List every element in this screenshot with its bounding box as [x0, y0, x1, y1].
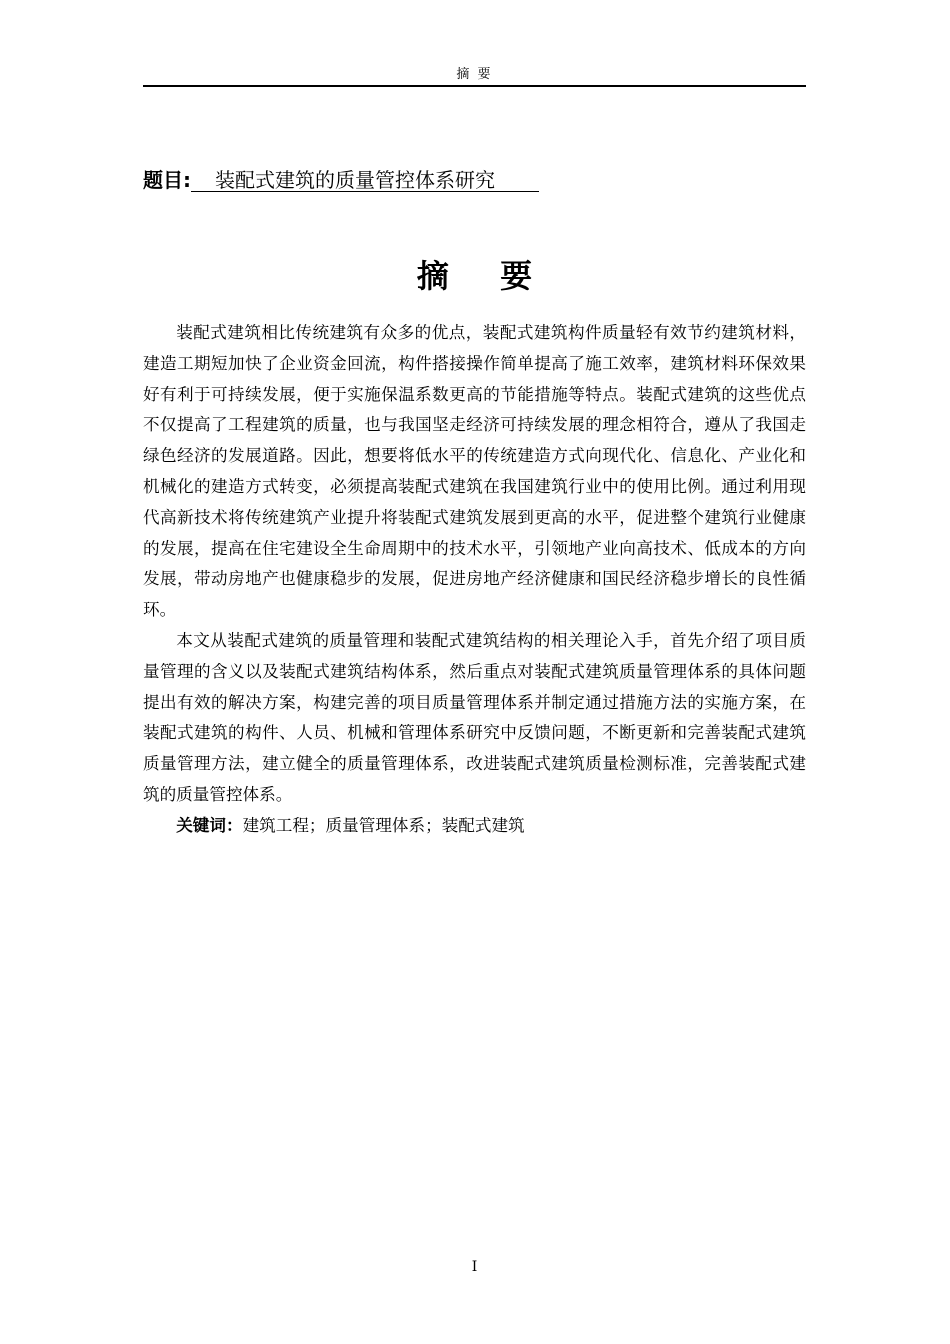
keywords-text: 建筑工程；质量管理体系；装配式建筑 — [242, 815, 525, 835]
keywords-line — [143, 811, 806, 842]
keywords-label: 关键词： — [176, 815, 243, 835]
abstract-body — [143, 318, 806, 842]
running-header: 摘 要 — [456, 67, 493, 82]
abstract-paragraph: 本文从装配式建筑的质量管理和装配式建筑结构的相关理论入手，首先介绍了项目质量管理的含义以及装配式建筑结构体系，然后重点对装配式建筑质量管理体系的具体问题提出有效的解决方案，构建完善的项目质量管理体系并制定通过措施方法的实施方案，在装配式建筑的构件、人员、机械和管理体系研究中反馈问题，不断更新和完善装配式建筑质量管理方法，建立健全的质量管理体系，改进装配式建筑质量检测标准，完善装配式建筑的质量管控体系。 — [143, 630, 806, 804]
page-number: I — [471, 1259, 478, 1275]
thesis-title: 装配式建筑的质量管控体系研究 — [191, 169, 539, 192]
abstract-paragraph: 装配式建筑相比传统建筑有众多的优点，装配式建筑构件质量轻有效节约建筑材料，建造工期短加快了企业资金回流，构件搭接操作简单提高了施工效率，建筑材料环保效果好有利于可持续发展，便于实施保温系数更高的节能措施等特点。装配式建筑的这些优点不仅提高了工程建筑的质量，也与我国坚走经济可持续发展的理念相符合，遵从了我国走绿色经济的发展道路。因此，想要将低水平的传统建造方式向现代化、信息化、产业化和机械化的建造方式转变，必须提高装配式建筑在我国建筑行业中的使用比例。通过利用现代高新技术将传统建筑产业提升将装配式建筑发展到更高的水平，促进整个建筑行业健康的发展，提高在住宅建设全生命周期中的技术水平，引领地产业向高技术、低成本的方向发展，带动房地产也健康稳步的发展，促进房地产经济健康和国民经济稳步增长的良性循环。 — [143, 323, 806, 620]
abstract-heading: 摘 要 — [416, 257, 553, 295]
thesis-title-line — [143, 167, 539, 193]
header-rule — [143, 85, 806, 87]
title-label: 题目: — [143, 168, 191, 192]
